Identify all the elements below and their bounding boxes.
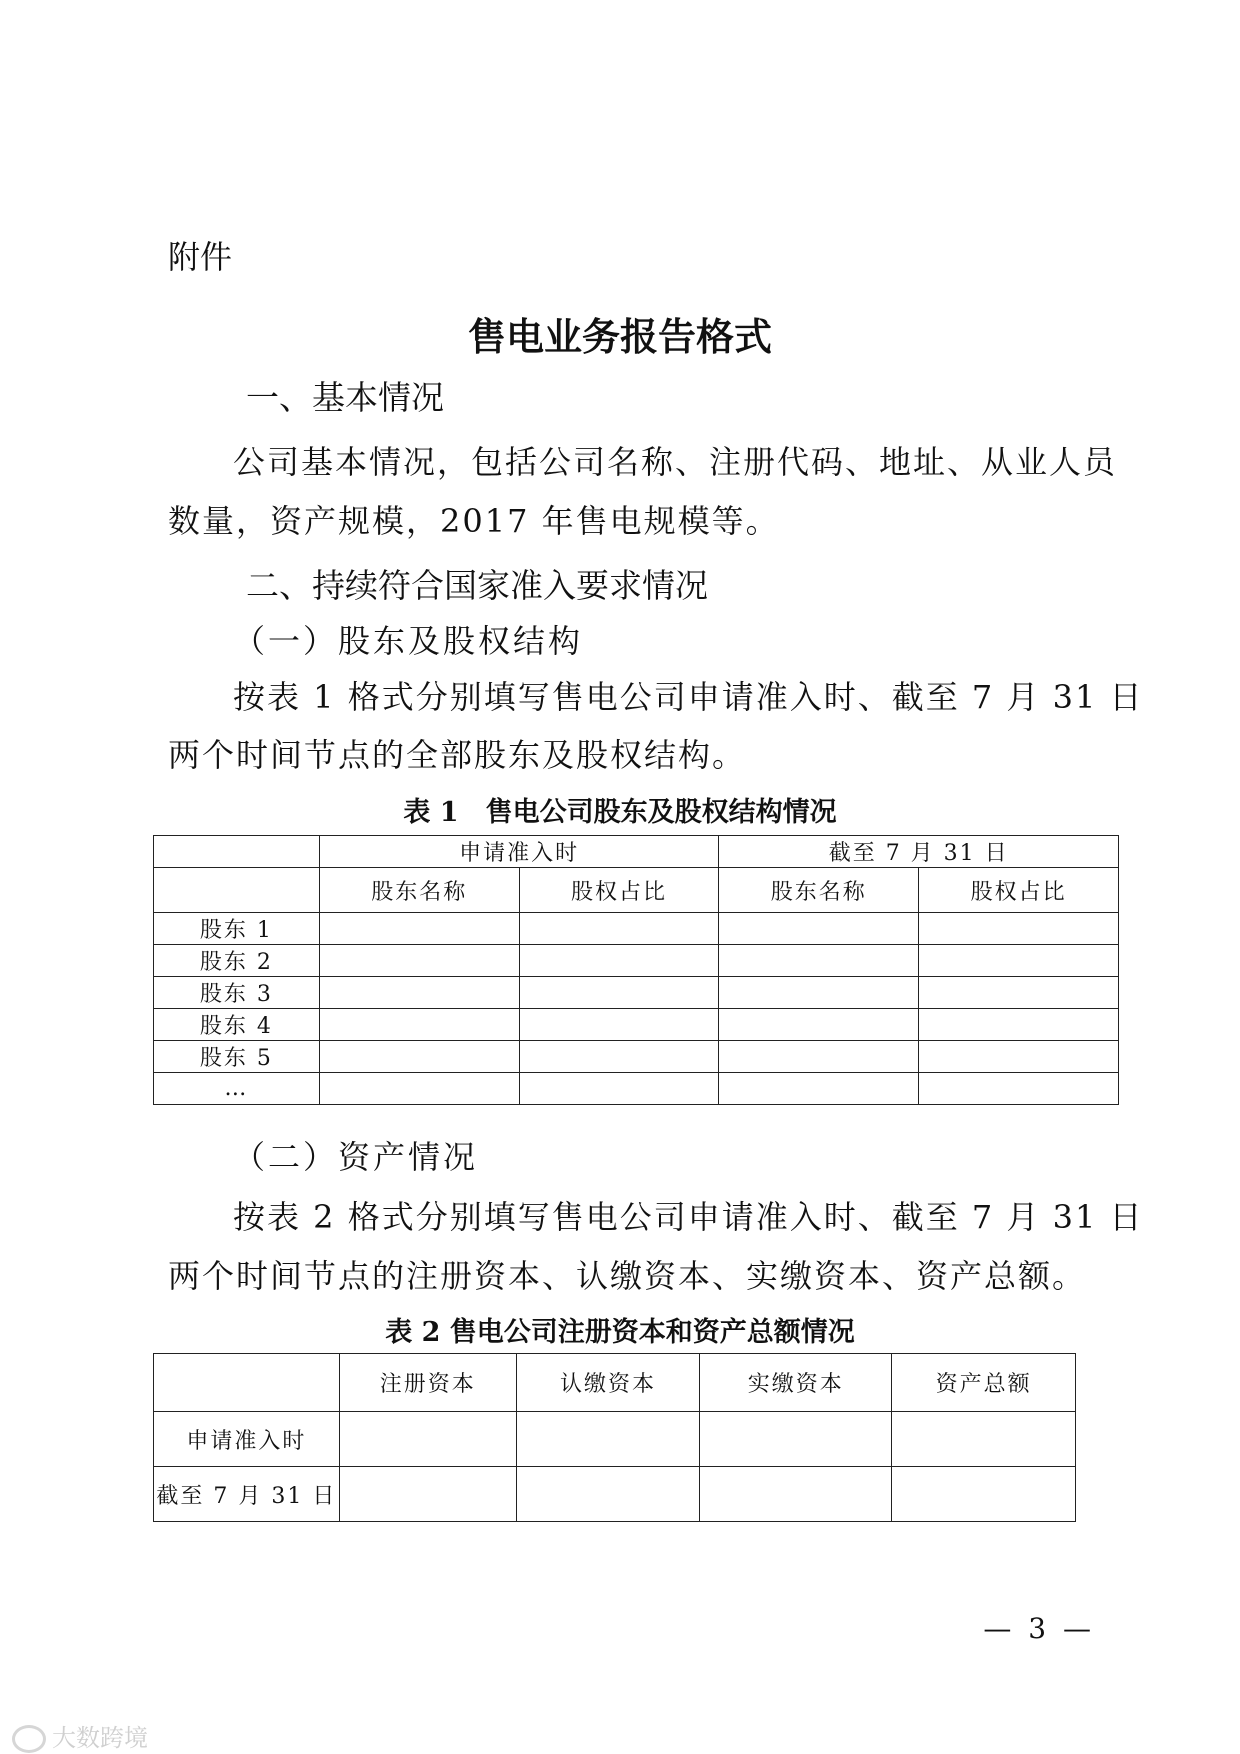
- section-2-heading: 二、持续符合国家准入要求情况: [246, 566, 708, 605]
- table-1-sub-header: 股东名称: [319, 868, 519, 913]
- table-cell: [319, 977, 519, 1009]
- table-1-row-label: 股东 4: [154, 1009, 320, 1041]
- table-cell: [519, 977, 719, 1009]
- table-cell: [719, 1041, 919, 1073]
- page-number: — 3 —: [983, 1612, 1095, 1645]
- table-2-header: 实缴资本: [700, 1354, 892, 1412]
- table-2-row-label: 截至 7 月 31 日: [154, 1467, 340, 1522]
- table-1-sub-header: 股东名称: [719, 868, 919, 913]
- table-cell: [319, 1009, 519, 1041]
- subsection-1-text-line-2: 两个时间节点的全部股东及股权结构。: [168, 736, 747, 774]
- table-cell: [919, 1009, 1119, 1041]
- table-cell: [892, 1412, 1076, 1467]
- table-1: [153, 835, 1119, 1105]
- table-1-row-label: 股东 5: [154, 1041, 320, 1073]
- subsection-1-text-line-1: 按表 1 格式分别填写售电公司申请准入时、截至 7 月 31 日: [233, 678, 1144, 716]
- document-title: 售电业务报告格式: [467, 314, 772, 359]
- table-1-sub-header: 股权占比: [919, 868, 1119, 913]
- table-row: [154, 945, 1119, 977]
- table-row: [154, 1041, 1119, 1073]
- table-2-header: 认缴资本: [516, 1354, 700, 1412]
- table-row: [154, 1009, 1119, 1041]
- table-cell: [919, 1073, 1119, 1105]
- table-cell: [719, 1009, 919, 1041]
- table-1-sub-header: 股权占比: [519, 868, 719, 913]
- table-cell: [319, 1073, 519, 1105]
- table-cell: [339, 1467, 516, 1522]
- table-cell: [700, 1467, 892, 1522]
- section-1-heading: 一、基本情况: [246, 378, 444, 417]
- table-cell: [519, 1009, 719, 1041]
- table-row: [154, 1467, 1076, 1522]
- table-cell: [519, 913, 719, 945]
- table-cell: [919, 945, 1119, 977]
- table-cell: [719, 1073, 919, 1105]
- table-cell: [319, 913, 519, 945]
- table-cell: [319, 1041, 519, 1073]
- attachment-label: 附件: [168, 238, 233, 276]
- table-2: [153, 1353, 1076, 1522]
- table-1-sub-header-row: [154, 868, 1119, 913]
- subsection-2-text-line-1: 按表 2 格式分别填写售电公司申请准入时、截至 7 月 31 日: [233, 1198, 1144, 1236]
- table-cell: [319, 945, 519, 977]
- table-2-header-row: [154, 1354, 1076, 1412]
- table-2-corner-cell: [154, 1354, 340, 1412]
- table-2-header: 资产总额: [892, 1354, 1076, 1412]
- table-row: [154, 1073, 1119, 1105]
- table-cell: [339, 1412, 516, 1467]
- subsection-1-heading: （一）股东及股权结构: [233, 622, 584, 660]
- table-row: [154, 1412, 1076, 1467]
- subsection-2-heading: （二）资产情况: [233, 1138, 479, 1176]
- table-cell: [719, 945, 919, 977]
- watermark-text: 大数跨境: [52, 1724, 148, 1752]
- table-cell: [719, 977, 919, 1009]
- table-row: [154, 977, 1119, 1009]
- table-row: [154, 913, 1119, 945]
- table-2-header: 注册资本: [339, 1354, 516, 1412]
- table-cell: [516, 1467, 700, 1522]
- table-cell: [919, 1041, 1119, 1073]
- table-cell: [516, 1412, 700, 1467]
- table-cell: [919, 977, 1119, 1009]
- table-cell: [919, 913, 1119, 945]
- table-2-row-label: 申请准入时: [154, 1412, 340, 1467]
- section-1-text-line-2: 数量，资产规模，2017 年售电规模等。: [168, 502, 780, 540]
- table-cell: [700, 1412, 892, 1467]
- table-cell: [519, 945, 719, 977]
- table-cell: [519, 1073, 719, 1105]
- table-1-group-header-row: [154, 836, 1119, 868]
- table-1-row-label: …: [154, 1073, 320, 1105]
- watermark-logo-icon: [12, 1725, 46, 1753]
- table-1-group-header: 申请准入时: [319, 836, 719, 868]
- table-1-row-label: 股东 1: [154, 913, 320, 945]
- table-1-corner-cell: [154, 836, 320, 868]
- subsection-2-text-line-2: 两个时间节点的注册资本、认缴资本、实缴资本、资产总额。: [168, 1257, 1087, 1295]
- table-1-group-header: 截至 7 月 31 日: [719, 836, 1119, 868]
- table-cell: [519, 1041, 719, 1073]
- table-cell: [892, 1467, 1076, 1522]
- table-1-caption: 表 1 售电公司股东及股权结构情况: [403, 797, 837, 828]
- watermark: [12, 1718, 148, 1753]
- table-cell: [719, 913, 919, 945]
- section-1-text-line-1: 公司基本情况，包括公司名称、注册代码、地址、从业人员: [233, 443, 1118, 481]
- table-2-caption: 表 2 售电公司注册资本和资产总额情况: [385, 1317, 855, 1348]
- table-1-row-label: 股东 2: [154, 945, 320, 977]
- table-1-corner-cell: [154, 868, 320, 913]
- table-1-row-label: 股东 3: [154, 977, 320, 1009]
